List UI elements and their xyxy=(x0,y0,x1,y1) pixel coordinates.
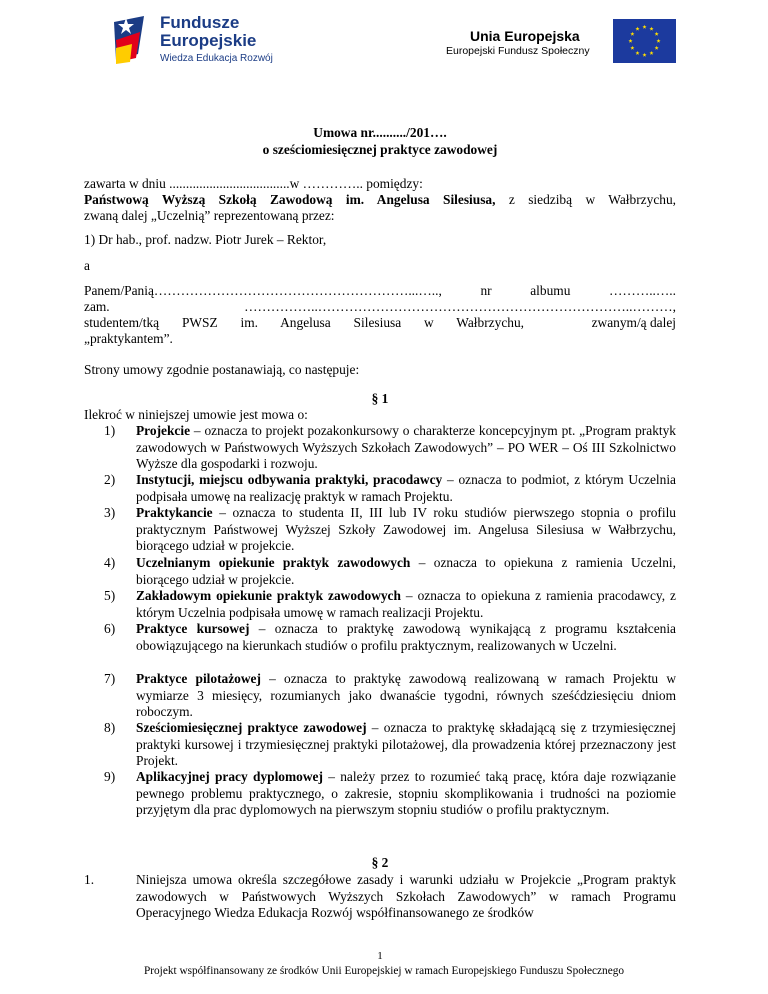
definition-term: Praktykancie xyxy=(136,505,213,520)
definition-body: – oznacza to praktykę składającą się z trzymiesięcznej praktyki kursowej i trzymiesięcznej praktyki pilotażowej, dla prowadzenia której przeznaczony jest Projekt. xyxy=(136,720,676,768)
definition-number: 6) xyxy=(104,621,116,636)
definition-text xyxy=(136,555,676,588)
definition-item xyxy=(104,555,676,588)
contract-title: Umowa nr........../201…. xyxy=(313,125,447,140)
university-name: Państwową Wyższą Szkołą Zawodową im. Angelusa Silesiusa, xyxy=(84,192,496,207)
definition-number: 2) xyxy=(104,472,116,487)
definition-body: – oznacza to opiekuna z ramienia pracodawcy, z którym Uczelnia podpisała umowę w ramach realizacji Projektu. xyxy=(136,588,676,620)
definition-item xyxy=(104,472,676,505)
definition-body: – oznacza to projekt pozakonkursowy o charakterze koncepcyjnym pt. „Program praktyk zawodowych w Państwowych Wyższych Szkołach Zawodowych” – PO WER – Oś III Szkolnictwo Wyższe dla gospodarki i rozwoju. xyxy=(136,423,676,471)
definition-term: Uczelnianym opiekunie praktyk zawodowych xyxy=(136,555,411,570)
definition-term: Praktyce pilotażowej xyxy=(136,671,261,686)
definition-number: 4) xyxy=(104,555,116,570)
definition-text xyxy=(136,423,676,473)
paragraph-number: 1. xyxy=(84,872,95,887)
representative: 1) Dr hab., prof. nadzw. Piotr Jurek – Rektor, xyxy=(84,232,327,247)
definition-body: – oznacza to opiekuna z ramienia Uczelni, biorącego udział w projekcie. xyxy=(136,555,676,587)
definition-term: Praktyce kursowej xyxy=(136,621,250,636)
definition-text xyxy=(136,588,676,621)
definition-term: Aplikacyjnej pracy dyplomowej xyxy=(136,769,323,784)
definition-body: – należy przez to rozumieć taką pracę, która daje rozwiązanie pewnego problemu praktycznego, o zakresie, stopniu skomplikowania i trudności na poziomie przyjętym dla prac dyplomowych na pierwszym stopniu studiów o profilu praktycznym. xyxy=(136,769,676,817)
fe-logo-line2: Europejskie xyxy=(160,31,257,50)
definition-item xyxy=(104,588,676,621)
definition-item xyxy=(104,505,676,555)
definition-text xyxy=(136,621,676,654)
ue-logo-line2: Europejski Fundusz Społeczny xyxy=(446,45,590,57)
page-number: 1 xyxy=(377,950,383,962)
section-2-paragraph-1 xyxy=(84,872,676,922)
definition-number: 7) xyxy=(104,671,116,686)
contract-subtitle: o sześciomiesięcznej praktyce zawodowej xyxy=(262,142,498,157)
university-seat: z siedzibą w Wałbrzychu, xyxy=(495,192,676,207)
party-address-line: zam. ……………..……………………………………………………………..………, xyxy=(84,299,676,314)
definition-text xyxy=(136,472,676,505)
definition-number: 5) xyxy=(104,588,116,603)
definition-item xyxy=(104,671,676,721)
definition-text xyxy=(136,505,676,555)
definition-item xyxy=(104,423,676,473)
section-1-heading: § 1 xyxy=(371,391,389,406)
footer-note: Projekt współfinansowany ze środków Unii Europejskiej w ramach Europejskiego Funduszu Społecznego xyxy=(143,965,625,977)
definition-item xyxy=(104,720,676,770)
definition-term: Instytucji, miejscu odbywania praktyki, pracodawcy xyxy=(136,472,443,487)
definition-number: 1) xyxy=(104,423,116,438)
party-called-text: zwanym/ą dalej xyxy=(591,315,676,330)
definition-text xyxy=(136,671,676,721)
definition-body: – oznacza to podmiot, z którym Uczelnia podpisała umowę na realizację praktyk w ramach Projektu. xyxy=(136,472,676,504)
definition-term: Zakładowym opiekunie praktyk zawodowych xyxy=(136,588,401,603)
fe-logo-line3: Wiedza Edukacja Rozwój xyxy=(160,53,273,64)
definition-body: – oznacza to praktykę zawodową wynikającą z programu kształcenia obowiązującego na kierunkach studiów o profilu praktycznym, realizowanych w Uczelni. xyxy=(136,621,676,653)
definition-body: – oznacza to praktykę zawodową realizowaną w ramach Projektu w wymiarze 3 miesięcy, rozumianych jako dwanaście tygodni, równych sześćdziesięciu dniom roboczym. xyxy=(136,671,676,719)
fundusze-europejskie-wordmark xyxy=(160,14,273,66)
definition-body: – oznacza to studenta II, III lub IV roku studiów pierwszego stopnia o profilu praktycznym Państwowej Wyższej Szkoły Zawodowej im. Angelusa Silesiusa w Wałbrzychu, biorącego udział w projekcie. xyxy=(136,505,676,553)
section-1-intro: Ilekroć w niniejszej umowie jest mowa o: xyxy=(84,407,308,422)
definition-item xyxy=(104,769,676,819)
conjunction-a: a xyxy=(84,258,90,273)
definition-term: Sześciomiesięcznej praktyce zawodowej xyxy=(136,720,367,735)
definition-number: 3) xyxy=(104,505,116,520)
party-alias: „praktykantem”. xyxy=(84,331,173,346)
party-name-line: Panem/Panią…………………………………………………...….., nr albumu ………..….. xyxy=(84,283,676,298)
party-student-text: studentem/tką PWSZ im. Angelusa Silesiusa w Wałbrzychu, xyxy=(84,315,524,330)
agreement-statement: Strony umowy zgodnie postanawiają, co następuje: xyxy=(84,362,360,377)
intro-line-3: zwaną dalej „Uczelnią” reprezentowaną przez: xyxy=(84,208,335,223)
definition-number: 9) xyxy=(104,769,116,784)
intro-line-2 xyxy=(84,192,676,209)
unia-europejska-wordmark xyxy=(446,28,590,58)
definition-text xyxy=(136,720,676,770)
party-student-line xyxy=(84,315,676,332)
definition-term: Projekcie xyxy=(136,423,191,438)
eu-flag-icon xyxy=(613,19,676,63)
paragraph-text: Niniejsza umowa określa szczegółowe zasady i warunki udziału w Projekcie „Program praktyk zawodowych w Państwowych Wyższych Szkołach Zawodowych” w ramach Programu Operacyjnego Wiedza Edukacja Rozwój współfinansowanego ze środków xyxy=(136,872,676,920)
ue-logo-line1: Unia Europejska xyxy=(470,28,580,44)
definition-text xyxy=(136,769,676,819)
definition-number: 8) xyxy=(104,720,116,735)
intro-line-1: zawarta w dniu ....................................w ………….. pomiędzy: xyxy=(84,176,423,191)
fe-logo-line1: Fundusze xyxy=(160,13,240,32)
definition-item xyxy=(104,621,676,654)
section-2-heading: § 2 xyxy=(371,855,389,870)
